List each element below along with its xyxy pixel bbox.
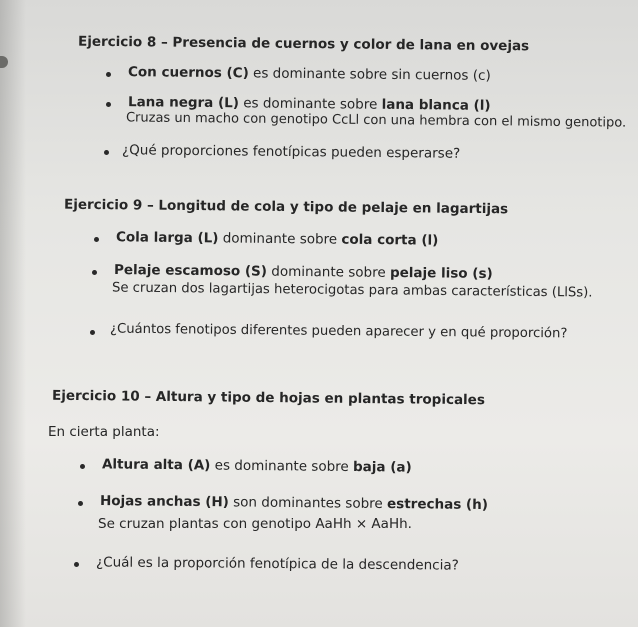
- exercise-10-intro: En cierta planta:: [48, 424, 160, 440]
- bullet: [90, 330, 95, 335]
- trait-recessive: pelaje liso (s): [389, 264, 493, 282]
- bullet: [106, 72, 111, 77]
- bullet: [94, 237, 99, 242]
- trait-recessive: baja (a): [352, 459, 412, 476]
- exercise-8-question: ¿Qué proporciones fenotípicas pueden esperarse?: [121, 142, 461, 162]
- exercise-10-item-2: [100, 493, 488, 513]
- exercise-8-cross-text: Cruzas un macho con genotipo CcLl con una hembra con el mismo genotipo.: [125, 110, 627, 131]
- exercise-10-question: ¿Cuál es la proporción fenotípica de la descendencia?: [95, 554, 459, 574]
- exercise-10-cross-text: Se cruzan plantas con genotipo AaHh × AaHh.: [98, 516, 412, 532]
- page-edge-shadow: [0, 0, 26, 627]
- exercise-9-item-1: [116, 229, 438, 248]
- exercise-8-title: Ejercicio 8 – Presencia de cuernos y color de lana en ovejas: [77, 33, 530, 55]
- item-text: es dominante sobre: [210, 457, 354, 476]
- item-text: dominante sobre: [266, 263, 391, 281]
- trait-dominant: Con cuernos (C): [127, 64, 249, 82]
- bullet: [92, 270, 97, 275]
- bullet: [80, 464, 85, 469]
- exercise-9-item-2: [114, 262, 493, 282]
- exercise-9-title: Ejercicio 9 – Longitud de cola y tipo de pelaje en lagartijas: [63, 196, 509, 218]
- trait-recessive: estrechas (h): [386, 495, 489, 514]
- trait-dominant: Pelaje escamoso (S): [113, 262, 268, 280]
- trait-dominant: Altura alta (A): [101, 456, 211, 474]
- exercise-9-question: ¿Cuántos fenotipos diferentes pueden aparecer y en qué proporción?: [109, 321, 568, 342]
- exercise-10-item-1: [102, 456, 412, 475]
- item-text: es dominante sobre sin cuernos (c): [248, 65, 491, 84]
- bullet: [78, 501, 83, 506]
- trait-dominant: Hojas anchas (H): [99, 492, 229, 511]
- bullet: [106, 102, 111, 107]
- item-text: es dominante sobre: [238, 95, 382, 113]
- item-text: dominante sobre: [218, 230, 342, 248]
- trait-recessive: lana blanca (l): [381, 96, 491, 114]
- item-text: son dominantes sobre: [228, 494, 388, 512]
- exercise-10-title: Ejercicio 10 – Altura y tipo de hojas en plantas tropicales: [51, 387, 486, 409]
- trait-dominant: Cola larga (L): [115, 229, 219, 247]
- trait-dominant: Lana negra (L): [127, 94, 240, 112]
- bullet: [74, 562, 79, 567]
- exercise-8-item-1: [128, 64, 491, 84]
- exercise-9-cross-text: Se cruzan dos lagartijas heterocigotas para ambas características (LlSs).: [111, 280, 593, 301]
- bullet: [104, 150, 109, 155]
- trait-recessive: cola corta (l): [341, 231, 439, 249]
